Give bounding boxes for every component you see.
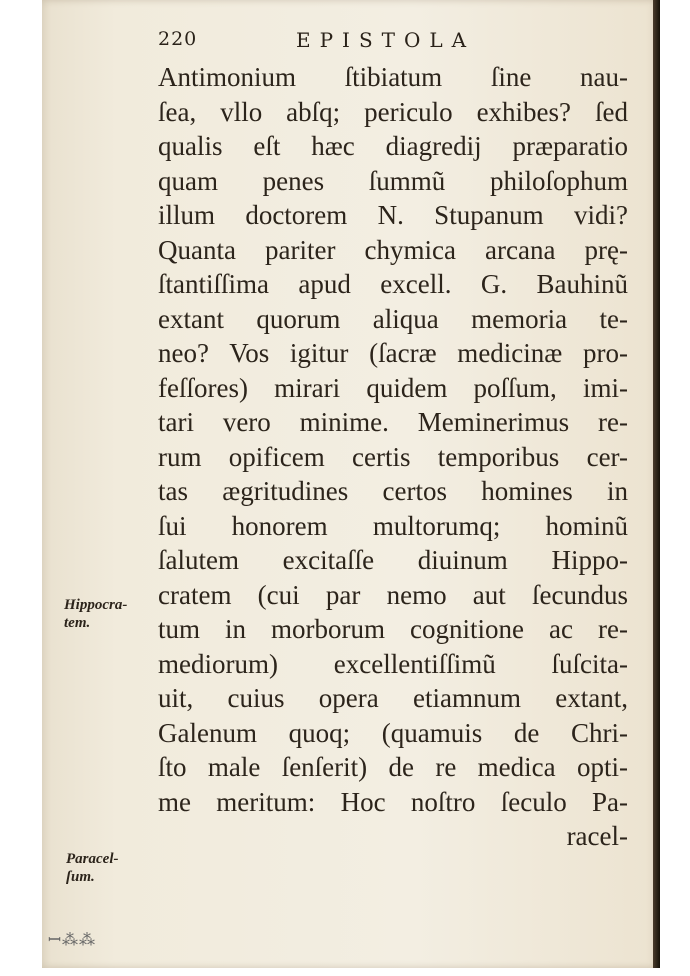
text-line: uit, cuius opera etiamnum extant, (158, 683, 628, 713)
text-line: qualis eſt hæc diagredij præparatio (158, 131, 628, 161)
text-line: Antimonium ſtibiatum ſine nau- (158, 62, 628, 92)
text-line: ſea, vllo abſq; periculo exhibes? ſed (158, 96, 628, 127)
text-line: tas ægritudines certos homines in (158, 476, 628, 506)
library-stamp-icon: ꟷ⁂⁂ (48, 930, 97, 949)
page-header (158, 28, 628, 54)
text-line: Quanta pariter chymica arcana prę- (158, 234, 628, 265)
text-line: ſtantiſſima apud excell. G. Bauhinũ (158, 269, 628, 299)
text-line: quam penes ſummũ philoſophum (158, 165, 628, 196)
text-line: rum opificem certis temporibus cer- (158, 441, 628, 472)
margin-note-line: tem. (64, 615, 91, 631)
text-line: me meritum: Hoc noſtro ſeculo Pa- (158, 786, 628, 817)
catchword-line: racel- (566, 821, 628, 851)
running-head: EPISTOLA (296, 28, 476, 52)
text-line: Galenum quoq; (quamuis de Chri- (158, 717, 628, 748)
margin-note-line: ſum. (66, 869, 95, 885)
text-line: tum in morborum cognitione ac re- (158, 614, 628, 644)
text-line: feſſores) mirari quidem poſſum, imi- (158, 372, 628, 403)
margin-note-line: Hippocra- (64, 597, 128, 613)
text-line: extant quorum aliqua memoria te- (158, 303, 628, 334)
text-line: ſalutem excitaſſe diuinum Hippo- (158, 545, 628, 575)
margin-note-paracelsus (66, 850, 118, 886)
text-line: ſui honorem multorumq; hominũ (158, 510, 628, 541)
page-gutter-edge (653, 0, 660, 968)
text-line: tari vero minime. Meminerimus re- (158, 407, 628, 437)
page-number: 220 (158, 28, 198, 50)
text-line: cratem (cui par nemo aut ſecundus (158, 579, 628, 610)
text-line: neo? Vos igitur (ſacræ medicinæ pro- (158, 338, 628, 368)
text-line: ſto male ſenſerit) de re medica opti- (158, 752, 628, 782)
margin-note-line: Paracel- (66, 851, 119, 867)
margin-note-hippocrates (64, 596, 127, 632)
text-line: mediorum) excellentiſſimũ ſuſcita- (158, 648, 628, 679)
text-line: illum doctorem N. Stupanum vidi? (158, 200, 628, 230)
